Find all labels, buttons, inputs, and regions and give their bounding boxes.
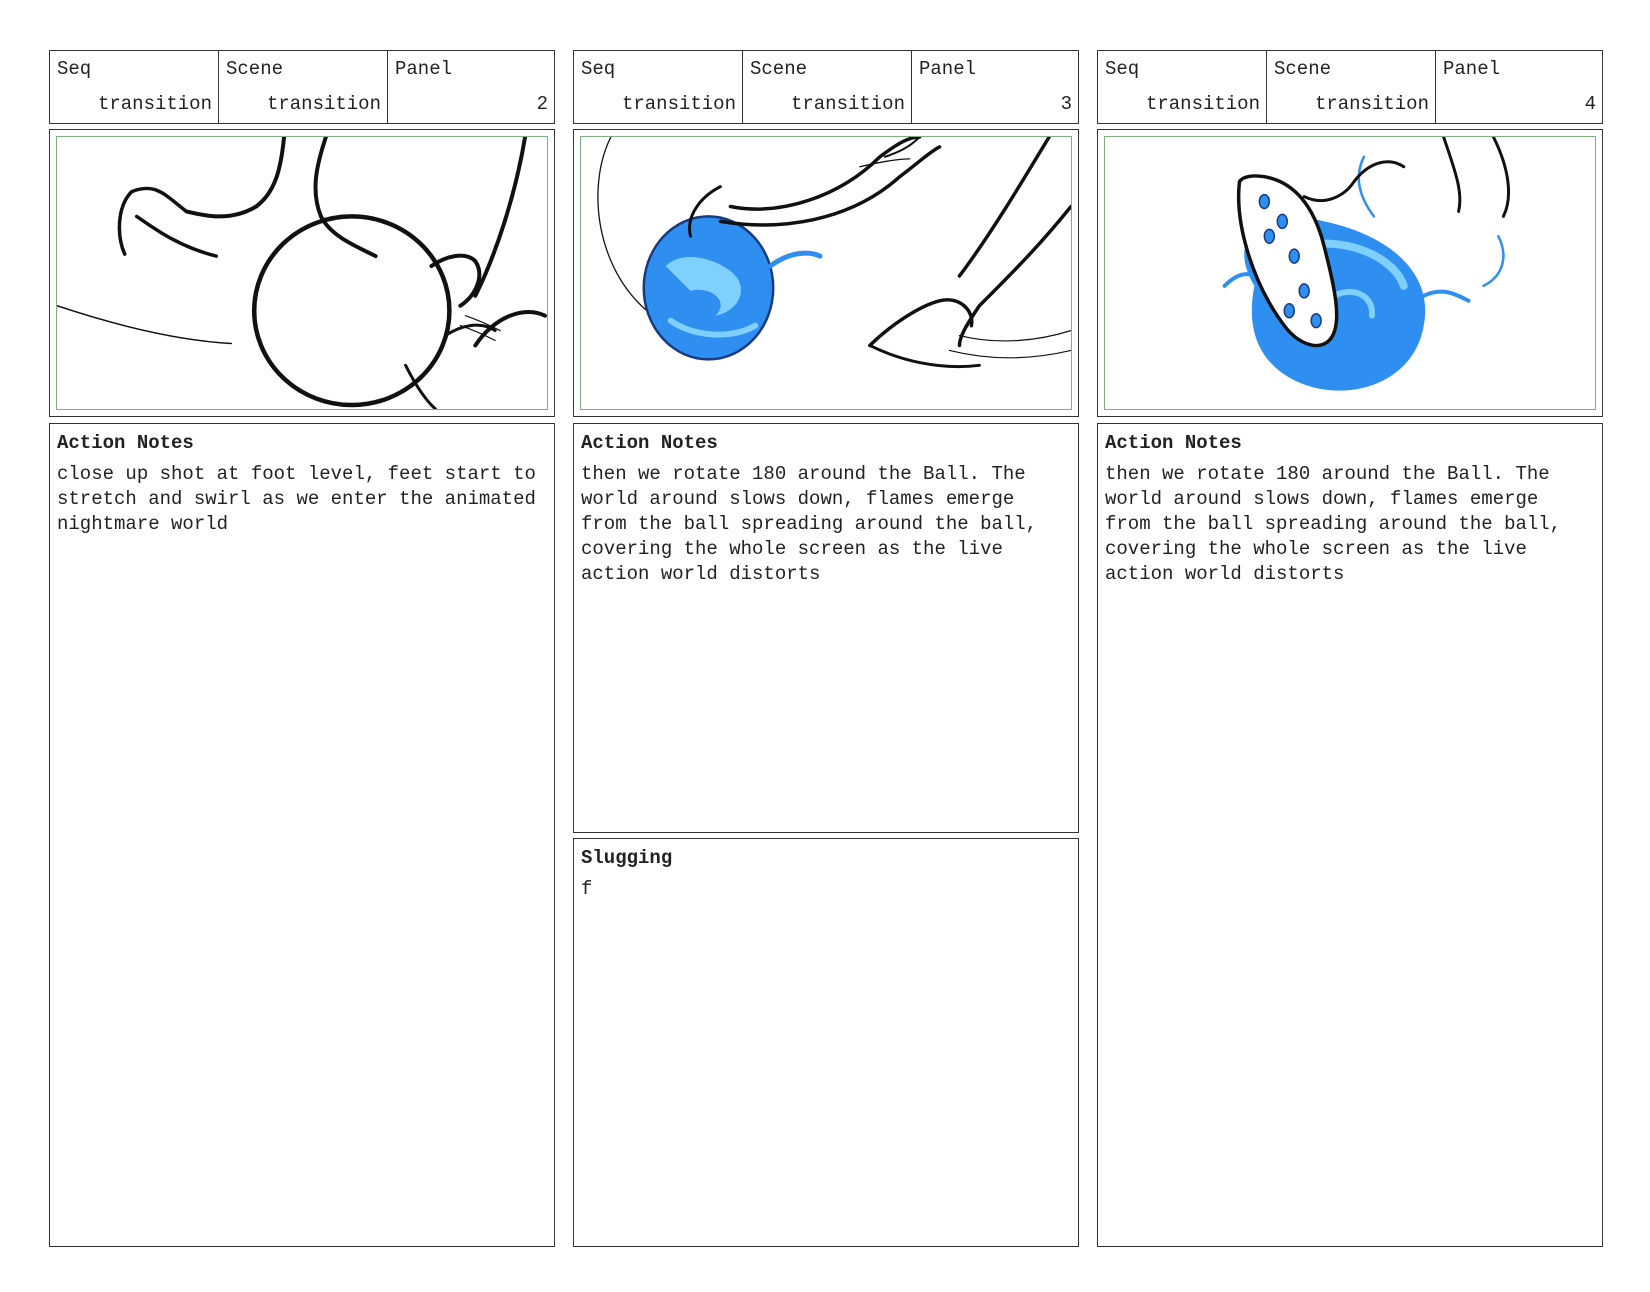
panel-label: Panel xyxy=(1443,58,1501,80)
seq-label: Seq xyxy=(57,58,92,80)
sketch-foot-ball-drawing xyxy=(57,137,547,409)
sketch-area xyxy=(1104,136,1596,410)
slugging-box-3 xyxy=(573,838,1079,1247)
panel-number: 2 xyxy=(536,93,548,115)
scene-value: transition xyxy=(790,93,905,115)
panel-number: 4 xyxy=(1584,93,1596,115)
scene-value: transition xyxy=(1314,93,1429,115)
scene-label: Scene xyxy=(226,58,284,80)
scene-label: Scene xyxy=(1274,58,1332,80)
sketch-shoe-sole-flames-drawing xyxy=(1105,137,1595,409)
seq-cell xyxy=(50,51,219,123)
action-notes-title: Action Notes xyxy=(581,432,718,454)
sketch-area xyxy=(56,136,548,410)
storyboard-frame-2 xyxy=(49,129,555,417)
seq-cell xyxy=(574,51,743,123)
panel-header-4 xyxy=(1097,50,1603,124)
seq-label: Seq xyxy=(1105,58,1140,80)
panel-cell xyxy=(912,51,1078,123)
action-notes-box-2 xyxy=(49,423,555,1247)
seq-value: transition xyxy=(621,93,736,115)
action-notes-text: close up shot at foot level, feet start to stretch and swirl as we enter the animated nightmare world xyxy=(57,463,536,535)
panel-cell xyxy=(1436,51,1602,123)
slugging-title: Slugging xyxy=(581,847,673,869)
action-notes-box-3 xyxy=(573,423,1079,833)
action-notes-title: Action Notes xyxy=(57,432,194,454)
panel-number: 3 xyxy=(1060,93,1072,115)
storyboard-frame-3 xyxy=(573,129,1079,417)
storyboard-frame-4 xyxy=(1097,129,1603,417)
scene-label: Scene xyxy=(750,58,808,80)
action-notes-text: then we rotate 180 around the Ball. The world around slows down, flames emerge from the ball spreading around the ball, covering the whole screen as the live action world distorts xyxy=(581,463,1038,585)
scene-cell xyxy=(1267,51,1436,123)
seq-label: Seq xyxy=(581,58,616,80)
panel-label: Panel xyxy=(919,58,977,80)
panel-label: Panel xyxy=(395,58,453,80)
sketch-area xyxy=(580,136,1072,410)
seq-value: transition xyxy=(97,93,212,115)
scene-value: transition xyxy=(266,93,381,115)
scene-cell xyxy=(219,51,388,123)
action-notes-title: Action Notes xyxy=(1105,432,1242,454)
action-notes-text: then we rotate 180 around the Ball. The world around slows down, flames emerge from the ball spreading around the ball, covering the whole screen as the live action world distorts xyxy=(1105,463,1562,585)
seq-cell xyxy=(1098,51,1267,123)
panel-header-2 xyxy=(49,50,555,124)
seq-value: transition xyxy=(1145,93,1260,115)
scene-cell xyxy=(743,51,912,123)
action-notes-box-4 xyxy=(1097,423,1603,1247)
slugging-text: f xyxy=(581,878,593,900)
sketch-ball-flames-drawing xyxy=(581,137,1071,409)
panel-cell xyxy=(388,51,554,123)
panel-header-3 xyxy=(573,50,1079,124)
